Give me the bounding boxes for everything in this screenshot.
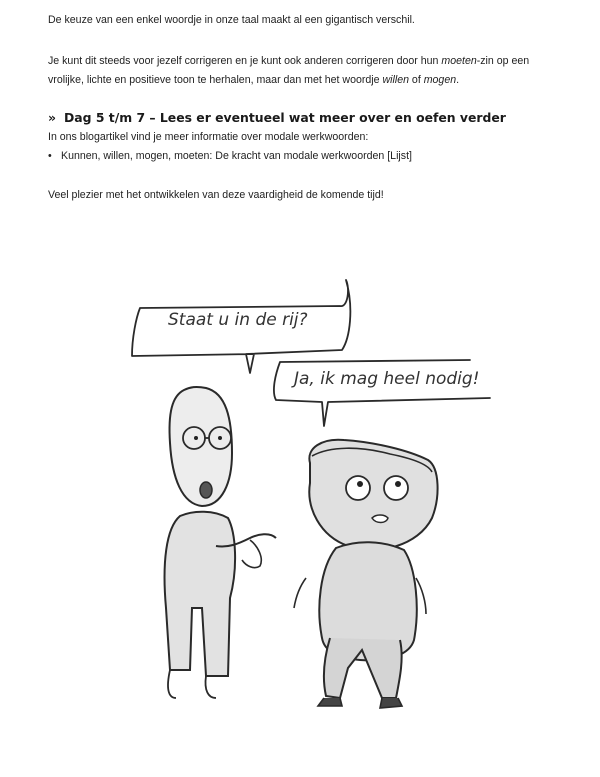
correction-paragraph: Je kunt dit steeds voor jezelf corrigeren en je kunt ook anderen corrigeren door hun moeten-zin op een vrolijke, lichte en positieve toon te herhalen, maar dan met het woordje willen of mogen.	[48, 55, 530, 86]
blog-link-text[interactable]: Kunnen, willen, mogen, moeten: De kracht van modale werkwoorden [Lijst]	[61, 150, 412, 162]
bullet-icon: •	[48, 150, 52, 162]
speech-text-2: Ja, ik mag heel nodig!	[294, 369, 480, 389]
blog-link-list-item[interactable]	[48, 147, 412, 166]
tall-man-figure	[165, 387, 276, 698]
speech-text-1: Staat u in de rij?	[168, 310, 308, 330]
intro-paragraph: De keuze van een enkel woordje in onze taal maakt al een gigantisch verschil.	[48, 14, 415, 26]
blog-intro-paragraph: In ons blogartikel vind je meer informatie over modale werkwoorden:	[48, 131, 369, 143]
cartoon-illustration	[110, 278, 500, 728]
cartoon-drawing	[110, 278, 500, 728]
chevron-marker-icon: »	[48, 110, 57, 125]
short-man-figure	[294, 440, 438, 708]
closing-paragraph: Veel plezier met het ontwikkelen van deze vaardigheid de komende tijd!	[48, 189, 384, 201]
section-heading: » Dag 5 t/m 7 – Lees er eventueel wat meer over en oefen verder	[48, 110, 506, 125]
